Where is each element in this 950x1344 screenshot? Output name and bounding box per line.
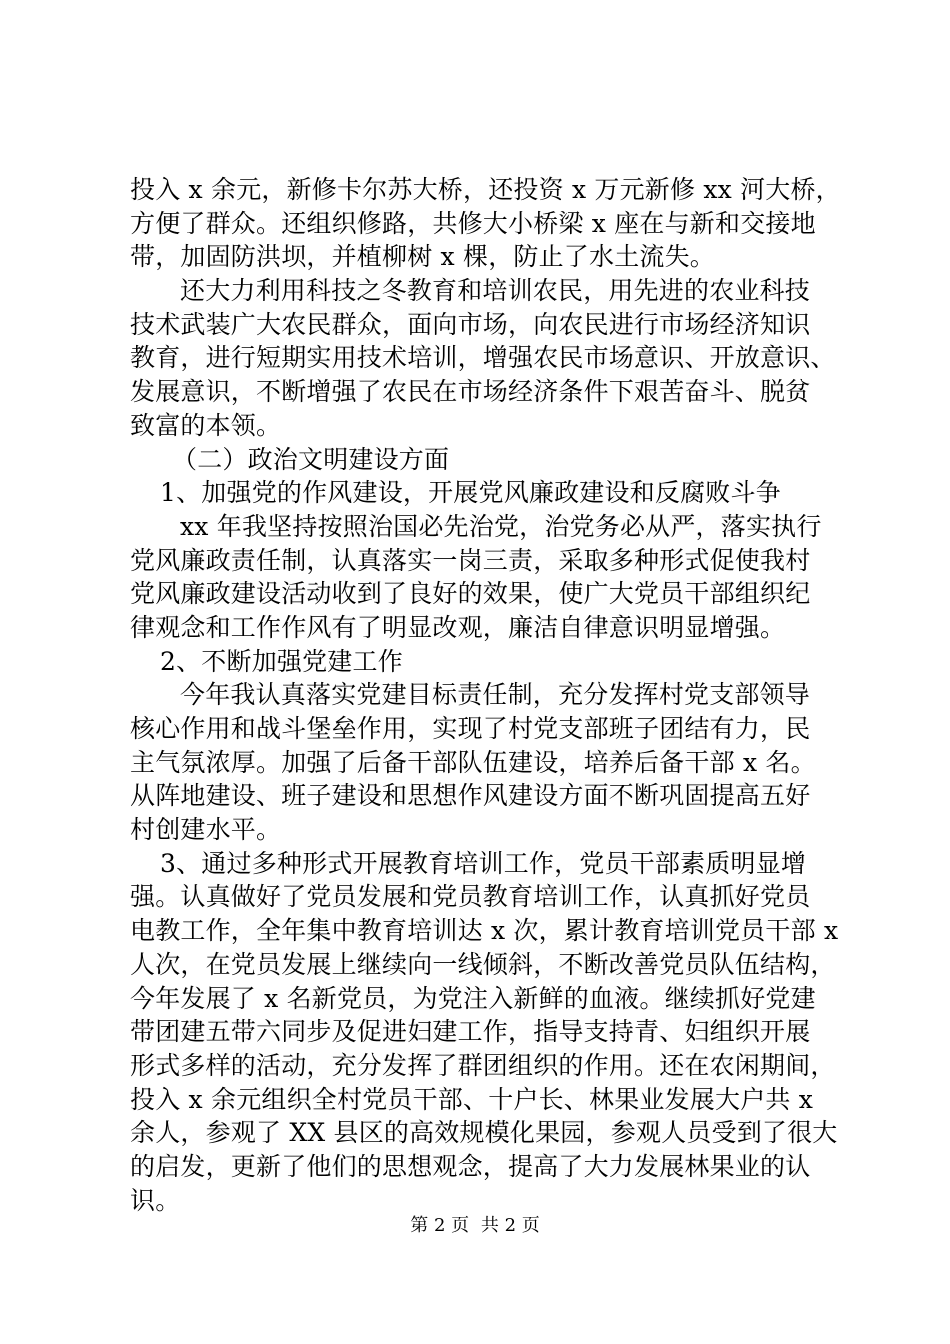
paragraph-start-line: 今年我认真落实党建目标责任制，充分发挥村党支部领导 bbox=[180, 680, 811, 710]
text-line: 人次，在党员发展上继续向一线倾斜，不断改善党员队伍结构， bbox=[130, 949, 836, 979]
text-line: 发展意识，不断增强了农民在市场经济条件下艰苦奋斗、脱贫 bbox=[130, 377, 811, 407]
text-line: 方便了群众。还组织修路，共修大小桥梁 x 座在与新和交接地 bbox=[130, 208, 816, 238]
subsection-heading: 1、加强党的作风建设，开展党风廉政建设和反腐败斗争 bbox=[160, 478, 781, 508]
text-line: 的启发，更新了他们的思想观念，提高了大力发展林果业的认 bbox=[130, 1151, 811, 1181]
text-line: 投入 x 余元，新修卡尔苏大桥，还投资 x 万元新修 xx 河大桥， bbox=[130, 175, 841, 204]
document-body bbox=[130, 173, 841, 1217]
text-line: 党风廉政建设活动收到了良好的效果，使广大党员干部组织纪 bbox=[130, 579, 811, 609]
section-heading: （二）政治文明建设方面 bbox=[172, 444, 450, 474]
text-line: 技术武装广大农民群众，面向市场，向农民进行市场经济知识 bbox=[130, 309, 811, 339]
page-number: 第 2 页 bbox=[410, 1215, 470, 1236]
page-total: 共 2 页 bbox=[480, 1215, 540, 1236]
text-line: 核心作用和战斗堡垒作用，实现了村党支部班子团结有力，民 bbox=[130, 714, 811, 743]
subsection-heading: 2、不断加强党建工作 bbox=[160, 646, 403, 676]
text-line: 带团建五带六同步及促进妇建工作，指导支持青、妇组织开展 bbox=[130, 1017, 811, 1047]
text-line: 今年发展了 x 名新党员，为党注入新鲜的血液。继续抓好党建 bbox=[130, 983, 816, 1013]
text-line: 主气氛浓厚。加强了后备干部队伍建设，培养后备干部 x 名。 bbox=[130, 747, 816, 777]
text-line: 余人，参观了 XX 县区的高效规模化果园，参观人员受到了很大 bbox=[130, 1118, 838, 1148]
paragraph-start-line: 还大力利用科技之冬教育和培训农民，用先进的农业科技 bbox=[180, 276, 811, 306]
text-line: 电教工作，全年集中教育培训达 x 次，累计教育培训党员干部 x bbox=[130, 916, 839, 946]
text-line: 教育，进行短期实用技术培训，增强农民市场意识、开放意识、 bbox=[130, 343, 836, 373]
text-line: 形式多样的活动，充分发挥了群团组织的作用。还在农闲期间， bbox=[130, 1050, 836, 1080]
text-line: 投入 x 余元组织全村党员干部、十户长、林果业发展大户共 x bbox=[130, 1084, 814, 1114]
paragraph-start-line: xx 年我坚持按照治国必先治党，治党务必从严，落实执行 bbox=[180, 511, 822, 541]
text-line: 带，加固防洪坝，并植柳树 x 棵，防止了水土流失。 bbox=[130, 242, 715, 272]
subsection-heading: 3、通过多种形式开展教育培训工作，党员干部素质明显增 bbox=[160, 848, 807, 878]
page-footer bbox=[0, 1214, 950, 1238]
text-line: 识。 bbox=[130, 1185, 181, 1215]
text-line: 律观念和工作作风有了明显改观，廉洁自律意识明显增强。 bbox=[130, 612, 786, 642]
text-line: 强。认真做好了党员发展和党员教育培训工作，认真抓好党员 bbox=[130, 882, 811, 912]
text-line: 从阵地建设、班子建设和思想作风建设方面不断巩固提高五好 bbox=[130, 781, 811, 811]
text-line: 村创建水平。 bbox=[130, 815, 282, 845]
text-line: 致富的本领。 bbox=[130, 410, 282, 440]
text-line: 党风廉政责任制，认真落实一岗三责，采取多种形式促使我村 bbox=[130, 545, 811, 575]
